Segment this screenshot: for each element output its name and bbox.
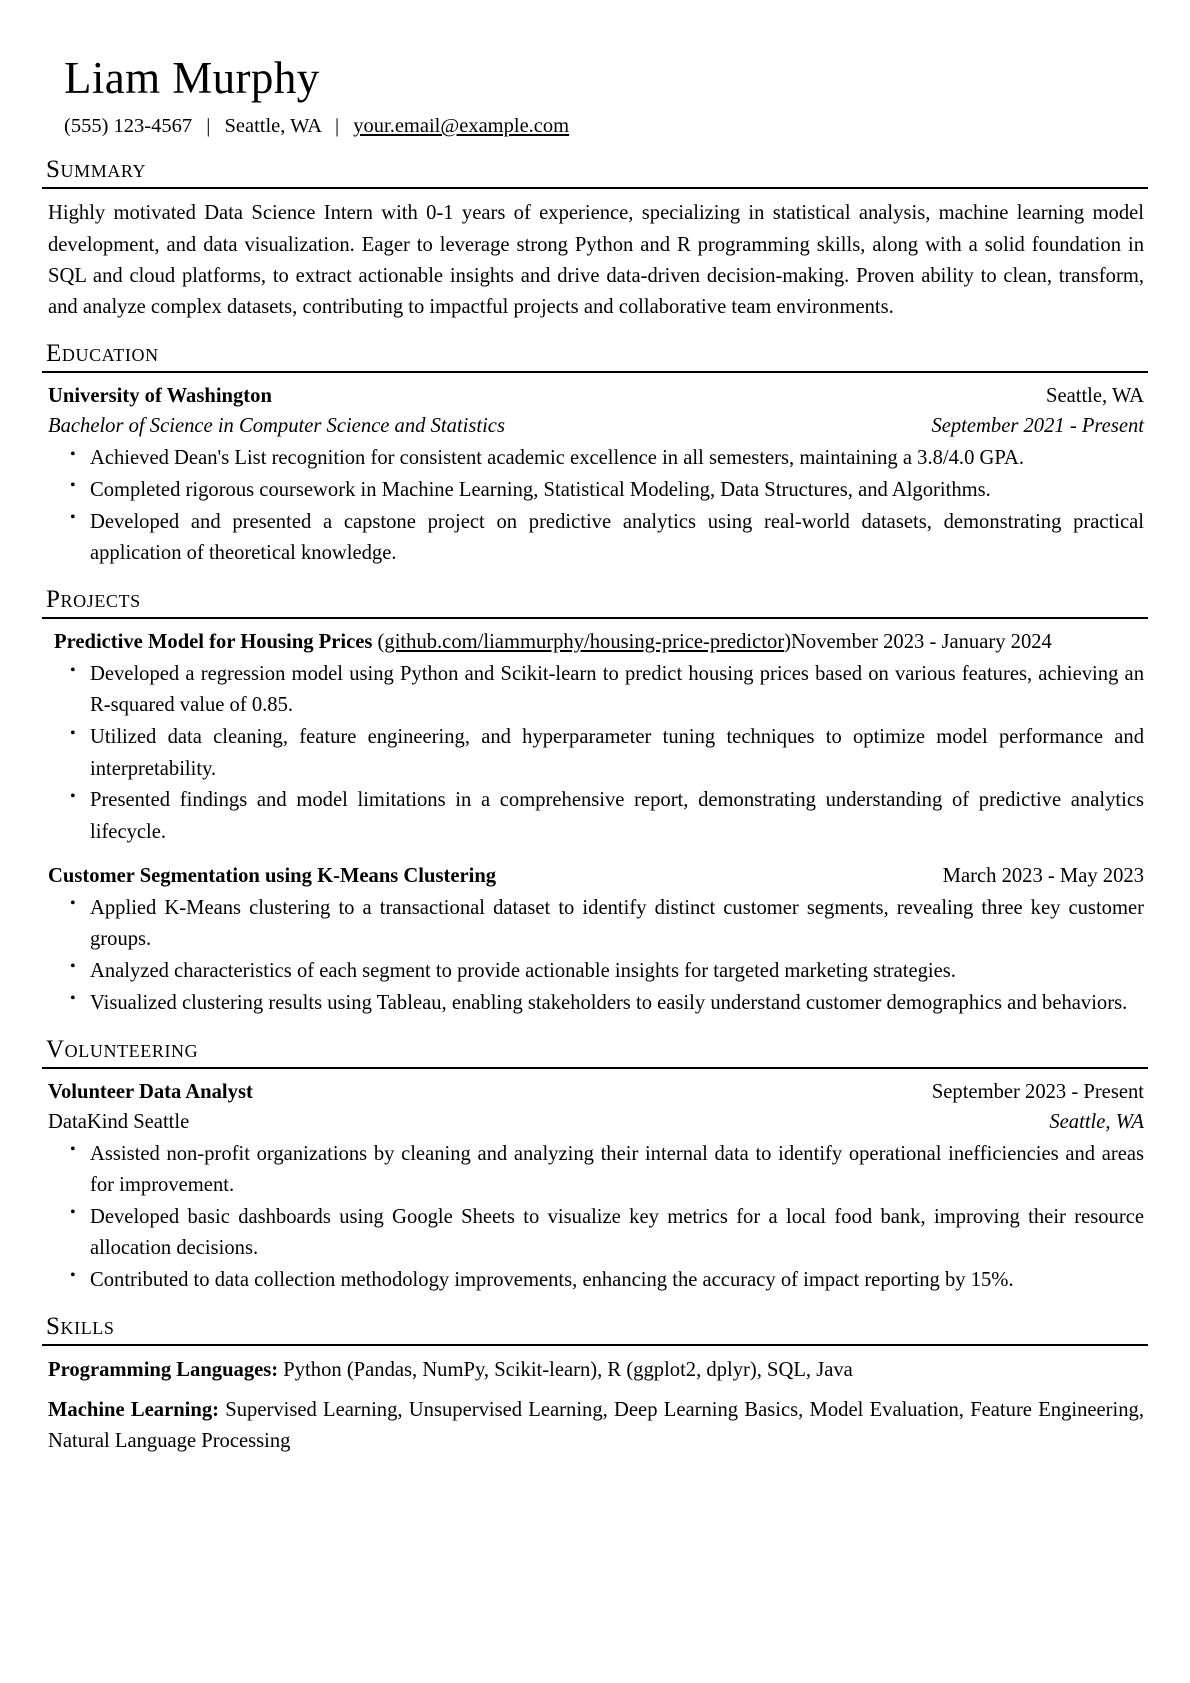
project-link-close-paren: ) bbox=[784, 631, 792, 654]
project-bullet-list bbox=[48, 659, 1144, 848]
section-rule bbox=[42, 617, 1148, 619]
resume-header bbox=[42, 54, 1148, 139]
skill-values: Python (Pandas, NumPy, Scikit-learn), R (ggplot2, dplyr), SQL, Java bbox=[278, 1359, 853, 1382]
list-item: • Analyzed characteristics of each segment to provide actionable insights for targeted marketing strategies. bbox=[88, 956, 1144, 987]
project-dates: March 2023 - May 2023 bbox=[942, 864, 1144, 887]
list-item: • Applied K-Means clustering to a transactional dataset to identify distinct customer segments, revealing three key customer groups. bbox=[88, 893, 1144, 956]
contact-line bbox=[64, 113, 1148, 140]
section-title-education: Education bbox=[46, 340, 159, 368]
education-entry-header bbox=[48, 382, 1144, 412]
institution-location: Seattle, WA bbox=[1046, 385, 1144, 408]
email-link[interactable]: your.email@example.com bbox=[353, 114, 570, 137]
skill-category-label: Machine Learning: bbox=[48, 1399, 220, 1422]
degree-name: Bachelor of Science in Computer Science and Statistics bbox=[48, 415, 505, 438]
project-link[interactable]: github.com/liammurphy/housing-price-predictor bbox=[384, 631, 785, 654]
volunteer-organization: DataKind Seattle bbox=[48, 1110, 190, 1133]
section-volunteering bbox=[42, 1036, 1148, 1296]
volunteer-dates: September 2023 - Present bbox=[931, 1081, 1144, 1104]
section-education bbox=[42, 340, 1148, 569]
list-item: • Assisted non-profit organizations by cleaning and analyzing their internal data to identify operational inefficiencies and areas for improvement. bbox=[88, 1139, 1144, 1202]
section-title-projects: Projects bbox=[46, 586, 141, 614]
candidate-name: Liam Murphy bbox=[64, 53, 320, 103]
volunteer-location: Seattle, WA bbox=[1049, 1110, 1144, 1133]
project-name: Customer Segmentation using K-Means Clustering bbox=[48, 864, 497, 887]
contact-separator: | bbox=[206, 114, 211, 137]
skill-category-label: Programming Languages: bbox=[48, 1359, 279, 1382]
volunteer-role: Volunteer Data Analyst bbox=[48, 1081, 253, 1104]
section-skills bbox=[42, 1313, 1148, 1457]
project-name: Predictive Model for Housing Prices bbox=[54, 631, 373, 654]
list-item: • Completed rigorous coursework in Machine Learning, Statistical Modeling, Data Structures, and Algorithms. bbox=[88, 475, 1144, 506]
institution-name: University of Washington bbox=[48, 385, 272, 408]
education-dates: September 2021 - Present bbox=[931, 415, 1144, 438]
section-title-volunteering: Volunteering bbox=[46, 1036, 199, 1064]
skill-line bbox=[48, 1395, 1144, 1457]
project-link-open-paren: ( bbox=[372, 631, 385, 654]
education-entry-subheader bbox=[48, 412, 1144, 442]
project-entry-header bbox=[54, 628, 1140, 658]
summary-paragraph: Highly motivated Data Science Intern with 0-1 years of experience, specializing in statistical analysis, machine learning model development, and data visualization. Eager to leverage strong Python and R programming skills, along with a solid foundation in SQL and cloud platforms, to extract actionable insights and drive data-driven decision-making. Proven ability to clean, transform, and analyze complex datasets, contributing to impactful projects and collaborative team environments. bbox=[48, 202, 1144, 319]
project-entry bbox=[48, 628, 1144, 848]
contact-separator: | bbox=[335, 114, 340, 137]
list-item: • Presented findings and model limitations in a comprehensive report, demonstrating understanding of predictive analytics lifecycle. bbox=[88, 785, 1144, 848]
project-entry-header bbox=[48, 862, 1144, 892]
list-item: • Visualized clustering results using Tableau, enabling stakeholders to easily understand customer demographics and behaviors. bbox=[88, 988, 1144, 1019]
section-rule bbox=[42, 371, 1148, 373]
section-projects bbox=[42, 586, 1148, 1019]
list-item: • Contributed to data collection methodology improvements, enhancing the accuracy of impact reporting by 15%. bbox=[88, 1265, 1144, 1296]
section-rule bbox=[42, 187, 1148, 189]
section-title-skills: Skills bbox=[46, 1313, 115, 1341]
education-bullet-list bbox=[48, 443, 1144, 569]
project-dates: November 2023 - January 2024 bbox=[791, 631, 1052, 654]
project-bullet-list bbox=[48, 893, 1144, 1019]
section-rule bbox=[42, 1344, 1148, 1346]
volunteering-entry bbox=[48, 1078, 1144, 1296]
list-item: • Developed basic dashboards using Google Sheets to visualize key metrics for a local food bank, improving their resource allocation decisions. bbox=[88, 1202, 1144, 1265]
volunteering-entry-header bbox=[48, 1078, 1144, 1108]
volunteering-bullet-list bbox=[48, 1139, 1144, 1296]
skill-line bbox=[48, 1355, 1144, 1386]
phone-number: (555) 123-4567 bbox=[64, 114, 193, 137]
skill-values: Supervised Learning, Unsupervised Learning, Deep Learning Basics, Model Evaluation, Feature Engineering, Natural Language Processing bbox=[48, 1399, 1144, 1452]
project-entry bbox=[48, 862, 1144, 1019]
education-entry bbox=[48, 382, 1144, 569]
list-item: • Developed and presented a capstone project on predictive analytics using real-world datasets, demonstrating practical application of theoretical knowledge. bbox=[88, 507, 1144, 570]
section-rule bbox=[42, 1067, 1148, 1069]
location-text: Seattle, WA bbox=[224, 114, 321, 137]
list-item: • Developed a regression model using Python and Scikit-learn to predict housing prices based on various features, achieving an R-squared value of 0.85. bbox=[88, 659, 1144, 722]
volunteering-entry-subheader bbox=[48, 1108, 1144, 1138]
list-item: • Achieved Dean's List recognition for consistent academic excellence in all semesters, maintaining a 3.8/4.0 GPA. bbox=[88, 443, 1144, 474]
list-item: • Utilized data cleaning, feature engineering, and hyperparameter tuning techniques to optimize model performance and interpretability. bbox=[88, 722, 1144, 785]
section-title-summary: Summary bbox=[46, 156, 147, 184]
section-summary bbox=[42, 156, 1148, 323]
